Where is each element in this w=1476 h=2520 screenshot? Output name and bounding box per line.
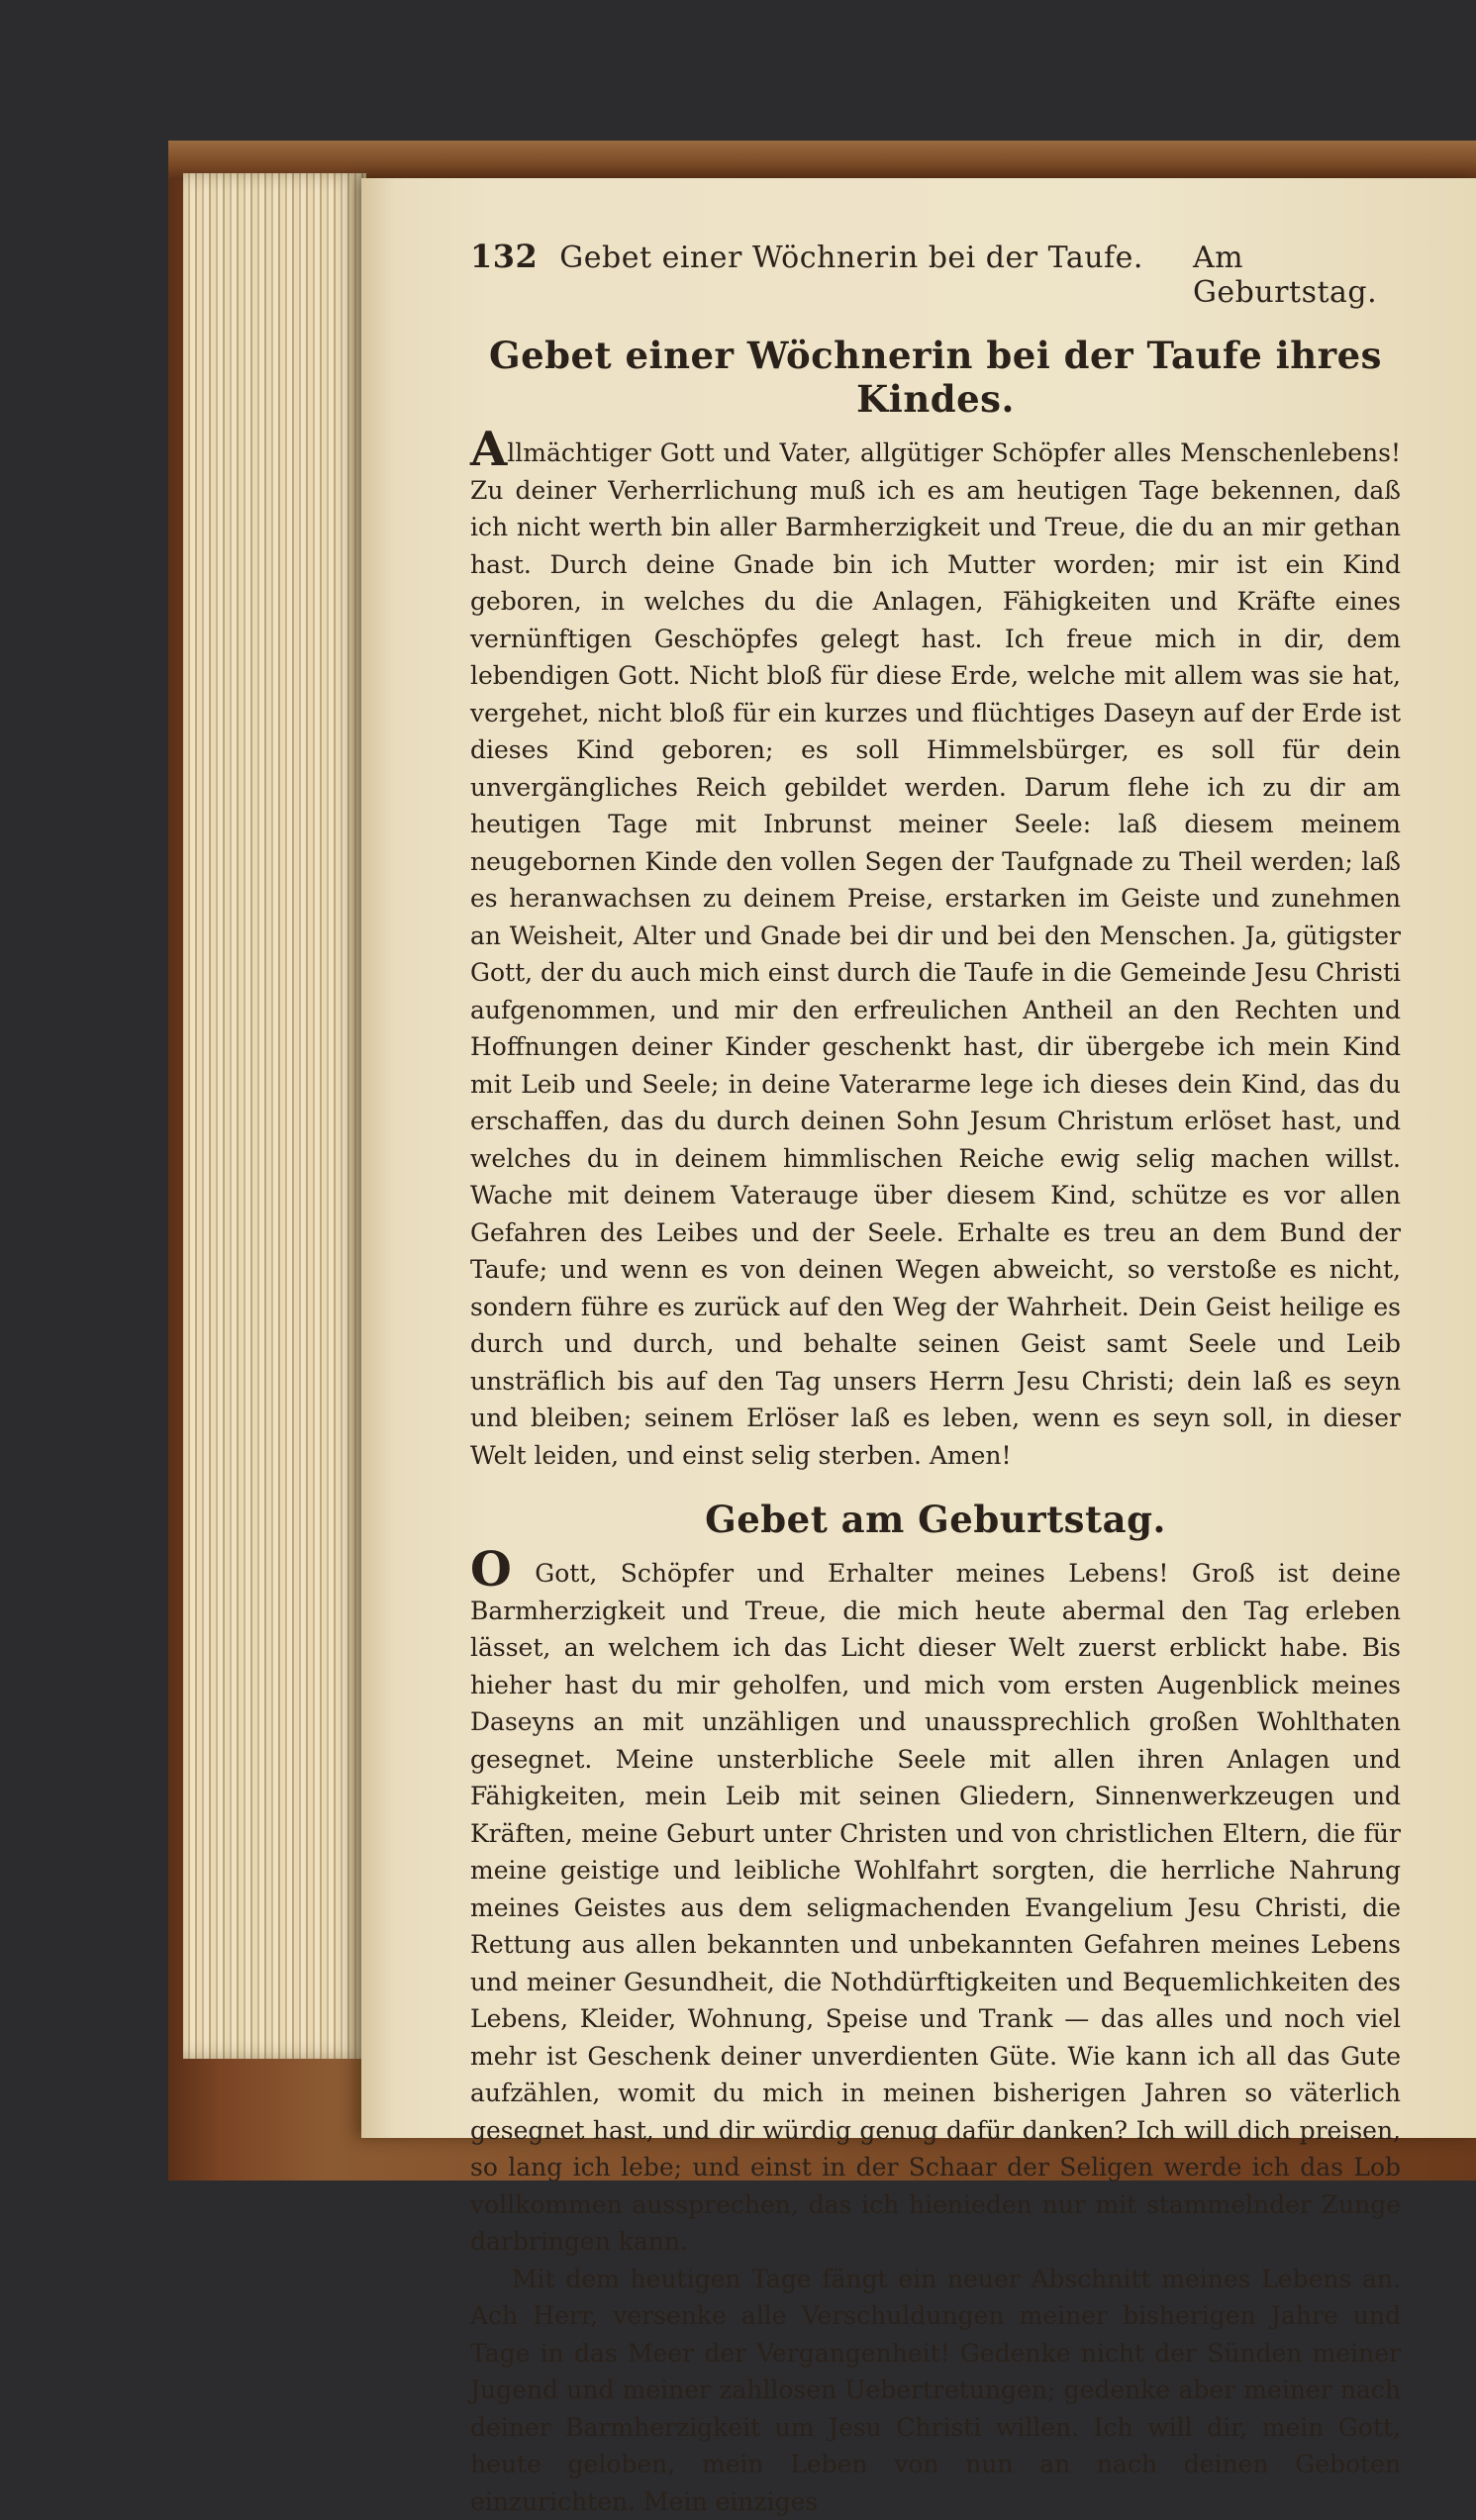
- running-head: [470, 238, 1401, 310]
- page-number: 132: [470, 238, 538, 275]
- running-head-right-title: Am Geburtstag.: [1193, 241, 1401, 310]
- running-head-left-title: Gebet einer Wöchnerin bei der Taufe.: [559, 241, 1143, 275]
- baptism-prayer-body: llmächtiger Gott und Vater, allgütiger Schöpfer alles Menschenlebens! Zu deiner Verherrlichung muß ich es am heutigen Tage bekennen, daß ich nicht werth bin aller Barmherzigkeit und Treue, die du an mir gethan hast. Durch deine Gnade bin ich Mutter worden; mir ist ein Kind geboren, in welches du die Anlagen, Fähigkeiten und Kräfte eines vernünftigen Geschöpfes gelegt hast. Ich freue mich in dir, dem lebendigen Gott. Nicht bloß für diese Erde, welche mit allem was sie hat, vergehet, nicht bloß für ein kurzes und flüchtiges Daseyn auf der Erde ist dieses Kind geboren; es soll Himmelsbürger, es soll für dein unvergängliches Reich gebildet werden. Darum flehe ich zu dir am heutigen Tage mit Inbrunst meiner Seele: laß diesem meinem neugebornen Kinde den vollen Segen der Taufgnade zu Theil werden; laß es heranwachsen zu deinem Preise, erstarken im Geiste und zunehmen an Weisheit, Alter und Gnade bei dir und bei den Menschen. Ja, gütigster Gott, der du auch mich einst durch die Taufe in die Gemeinde Jesu Christi aufgenommen, und mir den erfreulichen Antheil an den Rechten und Hoffnungen deiner Kinder geschenkt hast, dir übergebe ich mein Kind mit Leib und Seele; in deine Vaterarme lege ich dieses dein Kind, das du erschaffen, das du durch deinen Sohn Jesum Christum erlöset hast, und welches du in deinem himmlischen Reiche ewig selig machen willst. Wache mit deinem Vaterauge über diesem Kind, schütze es vor allen Gefahren des Leibes und der Seele. Erhalte es treu an dem Bund der Taufe; und wenn es von deinen Wegen abweicht, so verstoße es nicht, sondern führe es zurück auf den Weg der Wahrheit. Dein Geist heilige es durch und durch, und behalte seinen Geist samt Seele und Leib unsträflich bis auf den Tag unsers Herrn Jesu Christi; dein laß es seyn und bleiben; seinem Erlöser laß es leben, wenn es seyn soll, in dieser Welt leiden, und einst selig sterben. Amen!: [470, 438, 1401, 1470]
- section-title-birthday-prayer: Gebet am Geburtstag.: [470, 1498, 1401, 1541]
- page-edges: [183, 173, 366, 2059]
- drop-cap-initial: A: [470, 422, 507, 477]
- section-title-baptism-prayer: Gebet einer Wöchnerin bei der Taufe ihres Kindes.: [470, 334, 1401, 421]
- baptism-prayer-text: [470, 435, 1401, 1474]
- birthday-prayer-body-1: Gott, Schöpfer und Erhalter meines Lebens! Groß ist deine Barmherzigkeit und Treue, die mich heute abermal den Tag erleben lässet, an welchem ich das Licht dieser Welt zuerst erblickt habe. Bis hieher hast du mir geholfen, und mich vom ersten Augenblick meines Daseyns an mit unzähligen und unaussprechlich großen Wohlthaten gesegnet. Meine unsterbliche Seele mit allen ihren Anlagen und Fähigkeiten, mein Leib mit seinen Gliedern, Sinnenwerkzeugen und Kräften, meine Geburt unter Christen und von christlichen Eltern, die für meine geistige und leibliche Wohlfahrt sorgten, die herrliche Nahrung meines Geistes aus dem seligmachenden Evangelium Jesu Christi, die Rettung aus allen bekannten und unbekannten Gefahren meines Lebens und meiner Gesundheit, die Nothdürftigkeiten und Bequemlichkeiten des Lebens, Kleider, Wohnung, Speise und Trank — das alles und noch viel mehr ist Geschenk deiner unverdienten Güte. Wie kann ich all das Gute aufzählen, womit du mich in meinen bisherigen Jahren so väterlich gesegnet hast, und dir würdig genug dafür danken? Ich will dich preisen, so lang ich lebe; und einst in der Schaar der Seligen werde ich das Lob vollkommen aussprechen, das ich hienieden nur mit stammelnder Zunge darbringen kann.: [470, 1559, 1401, 2256]
- birthday-prayer-paragraph-1: [470, 1555, 1401, 2261]
- drop-cap-initial: O: [470, 1542, 512, 1598]
- text-block: [470, 238, 1401, 2520]
- birthday-prayer-paragraph-2: Mit dem heutigen Tage fängt ein neuer Abschnitt meines Lebens an. Ach Herr, versenke alle Verschuldungen meiner bisherigen Jahre und Tage in das Meer der Vergangenheit! Gedenke nicht der Sünden meiner Jugend und meiner zahllosen Uebertretungen; gedenke aber meiner nach deiner Barmherzigkeit um Jesu Christi willen. Ich will dir, mein Gott, heute geloben, mein Leben von nun an nach deinen Geboten einzurichten. Mein einziges: [470, 2261, 1401, 2520]
- book-page: [361, 178, 1476, 2138]
